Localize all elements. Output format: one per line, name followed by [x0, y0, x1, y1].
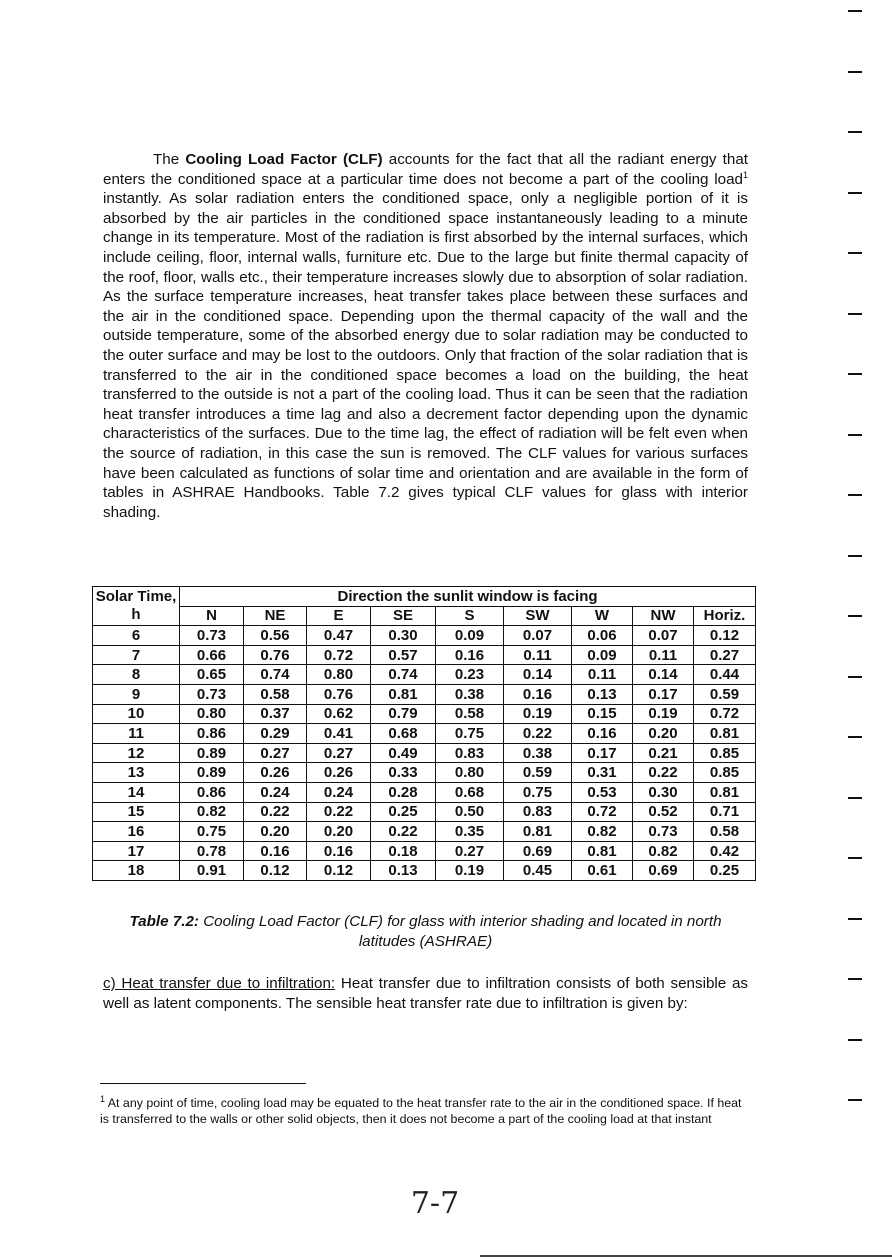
- clf-value-cell: 0.14: [504, 665, 572, 685]
- clf-value-cell: 0.73: [633, 822, 694, 842]
- clf-value-cell: 0.38: [504, 743, 572, 763]
- clf-value-cell: 0.78: [180, 841, 244, 861]
- clf-value-cell: 0.12: [694, 626, 756, 646]
- clf-value-cell: 0.13: [371, 861, 436, 881]
- table-row: [93, 665, 756, 685]
- clf-value-cell: 0.82: [633, 841, 694, 861]
- solar-time-cell: 6: [93, 626, 180, 646]
- clf-paragraph: [103, 150, 748, 522]
- clf-value-cell: 0.38: [436, 684, 504, 704]
- clf-value-cell: 0.09: [436, 626, 504, 646]
- clf-value-cell: 0.74: [371, 665, 436, 685]
- clf-value-cell: 0.72: [572, 802, 633, 822]
- clf-value-cell: 0.31: [572, 763, 633, 783]
- clf-value-cell: 0.72: [307, 645, 371, 665]
- clf-value-cell: 0.57: [371, 645, 436, 665]
- margin-mark: [848, 494, 862, 496]
- infiltration-paragraph: [103, 974, 748, 1013]
- clf-value-cell: 0.80: [307, 665, 371, 685]
- clf-value-cell: 0.68: [436, 782, 504, 802]
- clf-value-cell: 0.06: [572, 626, 633, 646]
- clf-value-cell: 0.15: [572, 704, 633, 724]
- clf-value-cell: 0.56: [244, 626, 307, 646]
- footnote-ref: 1: [742, 169, 748, 180]
- clf-value-cell: 0.24: [244, 782, 307, 802]
- clf-value-cell: 0.85: [694, 763, 756, 783]
- clf-value-cell: 0.59: [504, 763, 572, 783]
- clf-value-cell: 0.89: [180, 743, 244, 763]
- clf-value-cell: 0.22: [504, 724, 572, 744]
- clf-value-cell: 0.27: [694, 645, 756, 665]
- clf-value-cell: 0.81: [504, 822, 572, 842]
- column-header: W: [572, 606, 633, 626]
- footnote-divider: [100, 1083, 306, 1084]
- caption-label: Table 7.2:: [129, 913, 199, 930]
- clf-value-cell: 0.82: [180, 802, 244, 822]
- clf-value-cell: 0.19: [504, 704, 572, 724]
- column-header: SW: [504, 606, 572, 626]
- margin-mark: [848, 918, 862, 920]
- clf-value-cell: 0.83: [504, 802, 572, 822]
- clf-value-cell: 0.45: [504, 861, 572, 881]
- clf-value-cell: 0.12: [244, 861, 307, 881]
- margin-mark: [848, 252, 862, 254]
- clf-value-cell: 0.65: [180, 665, 244, 685]
- clf-value-cell: 0.83: [436, 743, 504, 763]
- clf-value-cell: 0.76: [307, 684, 371, 704]
- table-row: [93, 802, 756, 822]
- clf-value-cell: 0.42: [694, 841, 756, 861]
- clf-value-cell: 0.27: [436, 841, 504, 861]
- table-caption: [103, 912, 748, 952]
- table-header-row-group: [93, 587, 756, 607]
- table-row: [93, 684, 756, 704]
- clf-value-cell: 0.79: [371, 704, 436, 724]
- clf-value-cell: 0.22: [244, 802, 307, 822]
- table-body: [93, 626, 756, 881]
- margin-mark: [848, 71, 862, 73]
- clf-value-cell: 0.75: [180, 822, 244, 842]
- clf-value-cell: 0.22: [307, 802, 371, 822]
- clf-value-cell: 0.53: [572, 782, 633, 802]
- paragraph-lead: The: [153, 151, 180, 168]
- paragraph-text-a: accounts for the fact that all the radiant energy that enters the conditioned space at a particular time does not become a part of the cooling load: [103, 151, 748, 188]
- column-header: Horiz.: [694, 606, 756, 626]
- footnote: [100, 1093, 748, 1127]
- solar-time-cell: 13: [93, 763, 180, 783]
- clf-value-cell: 0.75: [436, 724, 504, 744]
- margin-mark: [848, 1099, 862, 1101]
- clf-term: Cooling Load Factor (CLF): [185, 151, 383, 168]
- clf-value-cell: 0.47: [307, 626, 371, 646]
- clf-value-cell: 0.81: [572, 841, 633, 861]
- clf-value-cell: 0.75: [504, 782, 572, 802]
- table-row: [93, 822, 756, 842]
- clf-value-cell: 0.20: [244, 822, 307, 842]
- clf-table: [92, 586, 756, 881]
- clf-value-cell: 0.23: [436, 665, 504, 685]
- solar-time-cell: 7: [93, 645, 180, 665]
- solar-time-cell: 16: [93, 822, 180, 842]
- clf-value-cell: 0.18: [371, 841, 436, 861]
- table-row: [93, 861, 756, 881]
- table-row: [93, 704, 756, 724]
- clf-value-cell: 0.82: [572, 822, 633, 842]
- column-header: E: [307, 606, 371, 626]
- clf-value-cell: 0.11: [633, 645, 694, 665]
- solar-time-cell: 11: [93, 724, 180, 744]
- clf-value-cell: 0.52: [633, 802, 694, 822]
- clf-value-cell: 0.11: [504, 645, 572, 665]
- clf-value-cell: 0.33: [371, 763, 436, 783]
- clf-value-cell: 0.30: [371, 626, 436, 646]
- clf-value-cell: 0.73: [180, 684, 244, 704]
- solar-time-cell: 14: [93, 782, 180, 802]
- solar-time-cell: 8: [93, 665, 180, 685]
- clf-value-cell: 0.80: [436, 763, 504, 783]
- table-row: [93, 743, 756, 763]
- clf-value-cell: 0.80: [180, 704, 244, 724]
- clf-value-cell: 0.49: [371, 743, 436, 763]
- clf-value-cell: 0.14: [633, 665, 694, 685]
- clf-value-cell: 0.30: [633, 782, 694, 802]
- column-header: N: [180, 606, 244, 626]
- clf-value-cell: 0.19: [633, 704, 694, 724]
- clf-value-cell: 0.07: [504, 626, 572, 646]
- clf-value-cell: 0.50: [436, 802, 504, 822]
- column-header: S: [436, 606, 504, 626]
- clf-value-cell: 0.12: [307, 861, 371, 881]
- clf-value-cell: 0.58: [436, 704, 504, 724]
- clf-value-cell: 0.16: [572, 724, 633, 744]
- margin-mark: [848, 313, 862, 315]
- margin-mark: [848, 10, 862, 12]
- clf-value-cell: 0.85: [694, 743, 756, 763]
- clf-value-cell: 0.20: [307, 822, 371, 842]
- table-row: [93, 782, 756, 802]
- margin-mark: [848, 192, 862, 194]
- clf-value-cell: 0.16: [307, 841, 371, 861]
- clf-value-cell: 0.66: [180, 645, 244, 665]
- column-header: SE: [371, 606, 436, 626]
- margin-mark: [848, 131, 862, 133]
- clf-value-cell: 0.41: [307, 724, 371, 744]
- clf-value-cell: 0.22: [633, 763, 694, 783]
- clf-value-cell: 0.20: [633, 724, 694, 744]
- clf-value-cell: 0.19: [436, 861, 504, 881]
- margin-mark: [848, 797, 862, 799]
- clf-value-cell: 0.26: [244, 763, 307, 783]
- clf-value-cell: 0.86: [180, 724, 244, 744]
- clf-value-cell: 0.71: [694, 802, 756, 822]
- column-header: NW: [633, 606, 694, 626]
- margin-mark: [848, 857, 862, 859]
- table-row: [93, 841, 756, 861]
- clf-value-cell: 0.27: [307, 743, 371, 763]
- clf-value-cell: 0.89: [180, 763, 244, 783]
- clf-value-cell: 0.81: [694, 724, 756, 744]
- clf-value-cell: 0.58: [694, 822, 756, 842]
- solar-time-header: Solar Time, h: [93, 587, 180, 626]
- solar-time-cell: 18: [93, 861, 180, 881]
- clf-value-cell: 0.81: [694, 782, 756, 802]
- clf-value-cell: 0.37: [244, 704, 307, 724]
- clf-value-cell: 0.69: [504, 841, 572, 861]
- margin-mark: [848, 736, 862, 738]
- footnote-marker: 1: [100, 1093, 106, 1104]
- solar-time-cell: 15: [93, 802, 180, 822]
- clf-value-cell: 0.16: [244, 841, 307, 861]
- clf-value-cell: 0.61: [572, 861, 633, 881]
- clf-value-cell: 0.86: [180, 782, 244, 802]
- clf-value-cell: 0.35: [436, 822, 504, 842]
- clf-value-cell: 0.27: [244, 743, 307, 763]
- margin-mark: [848, 978, 862, 980]
- clf-value-cell: 0.07: [633, 626, 694, 646]
- clf-value-cell: 0.58: [244, 684, 307, 704]
- margin-mark: [848, 615, 862, 617]
- clf-value-cell: 0.29: [244, 724, 307, 744]
- solar-time-cell: 9: [93, 684, 180, 704]
- clf-value-cell: 0.91: [180, 861, 244, 881]
- clf-value-cell: 0.25: [371, 802, 436, 822]
- clf-value-cell: 0.73: [180, 626, 244, 646]
- table-row: [93, 645, 756, 665]
- page-number: 7-7: [410, 1186, 460, 1221]
- margin-mark: [848, 676, 862, 678]
- clf-value-cell: 0.25: [694, 861, 756, 881]
- table-header-row-columns: [93, 606, 756, 626]
- margin-mark: [848, 1039, 862, 1041]
- table-row: [93, 626, 756, 646]
- margin-mark: [848, 555, 862, 557]
- infiltration-heading: c) Heat transfer due to infiltration:: [103, 975, 336, 992]
- clf-value-cell: 0.81: [371, 684, 436, 704]
- solar-time-cell: 12: [93, 743, 180, 763]
- table-row: [93, 724, 756, 744]
- infiltration-text: Heat transfer due to infiltration consists of both sensible as well as latent components. The sensible heat transfer rate due to infiltration is given by:: [103, 975, 748, 1012]
- clf-value-cell: 0.28: [371, 782, 436, 802]
- clf-value-cell: 0.11: [572, 665, 633, 685]
- clf-value-cell: 0.44: [694, 665, 756, 685]
- clf-value-cell: 0.68: [371, 724, 436, 744]
- clf-value-cell: 0.09: [572, 645, 633, 665]
- clf-value-cell: 0.26: [307, 763, 371, 783]
- table-row: [93, 763, 756, 783]
- clf-value-cell: 0.17: [572, 743, 633, 763]
- clf-value-cell: 0.17: [633, 684, 694, 704]
- bottom-rule: [480, 1255, 892, 1257]
- margin-mark: [848, 373, 862, 375]
- direction-group-header: Direction the sunlit window is facing: [180, 587, 756, 607]
- clf-value-cell: 0.74: [244, 665, 307, 685]
- column-header: NE: [244, 606, 307, 626]
- margin-mark: [848, 434, 862, 436]
- paragraph-text-b: instantly. As solar radiation enters the conditioned space, only a negligible portion of it is absorbed by the air particles in the conditioned space instantaneously leading to a minute change in its temperature. Most of the radiation is first absorbed by the internal surfaces, which include ceiling, floor, internal walls, furniture etc. Due to the large but finite thermal capacity of the roof, floor, walls etc., their temperature increases slowly due to absorption of solar radiation. As the surface temperature increases, heat transfer takes place between these surfaces and the air in the conditioned space. Depending upon the thermal capacity of the wall and the outside temperature, some of the absorbed energy due to solar radiation may be conducted to the outer surface and may be lost to the outdoors. Only that fraction of the solar radiation that is transferred to the air in the conditioned space becomes a load on the building, the heat transferred to the outside is not a part of the cooling load. Thus it can be seen that the radiation heat transfer introduces a time lag and also a decrement factor depending upon the dynamic characteristics of the surfaces. Due to the time lag, the effect of radiation will be felt even when the source of radiation, in this case the sun is removed. The CLF values for various surfaces have been calculated as functions of solar time and orientation and are available in the form of tables in ASHRAE Handbooks. Table 7.2 gives typical CLF values for glass with interior shading.: [103, 190, 748, 521]
- clf-value-cell: 0.59: [694, 684, 756, 704]
- clf-value-cell: 0.76: [244, 645, 307, 665]
- footnote-text: At any point of time, cooling load may be equated to the heat transfer rate to the air in the conditioned space. If heat is transferred to the walls or other solid objects, then it does not become a part of the cooling load at that instant: [100, 1096, 742, 1126]
- clf-value-cell: 0.22: [371, 822, 436, 842]
- clf-value-cell: 0.21: [633, 743, 694, 763]
- clf-value-cell: 0.24: [307, 782, 371, 802]
- clf-value-cell: 0.16: [436, 645, 504, 665]
- caption-text: Cooling Load Factor (CLF) for glass with interior shading and located in north latitudes (ASHRAE): [203, 913, 722, 950]
- clf-value-cell: 0.69: [633, 861, 694, 881]
- clf-value-cell: 0.62: [307, 704, 371, 724]
- clf-value-cell: 0.16: [504, 684, 572, 704]
- clf-value-cell: 0.72: [694, 704, 756, 724]
- solar-time-cell: 10: [93, 704, 180, 724]
- clf-value-cell: 0.13: [572, 684, 633, 704]
- solar-time-cell: 17: [93, 841, 180, 861]
